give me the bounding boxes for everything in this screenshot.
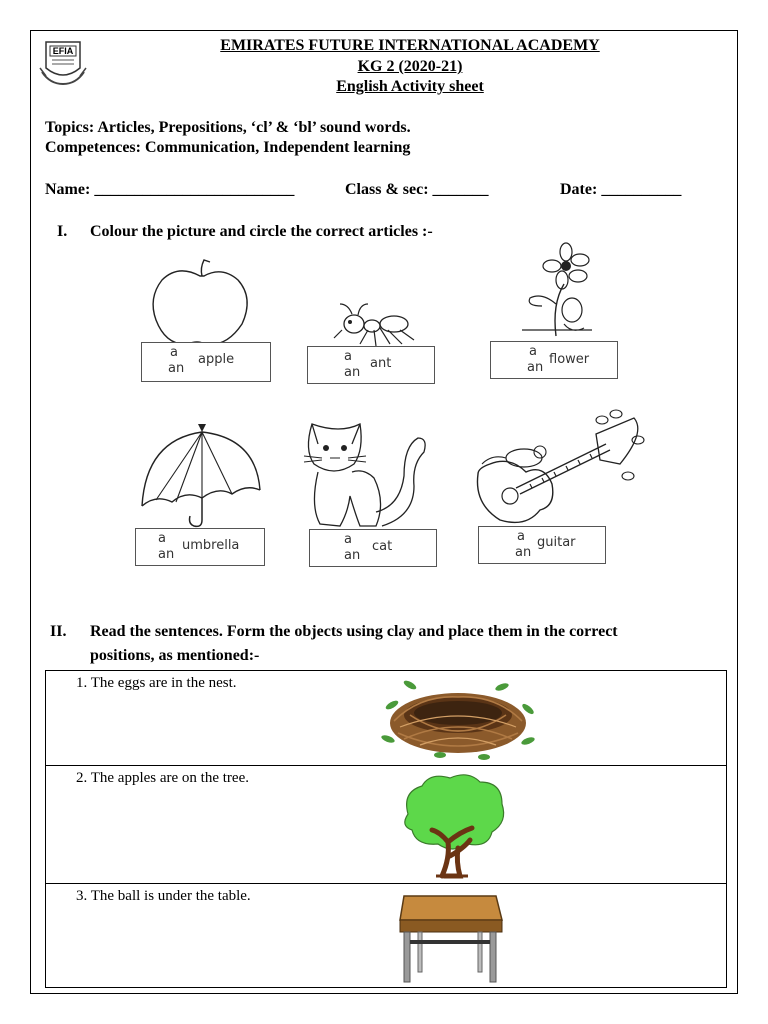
article-box-ant	[307, 346, 435, 384]
logo-text: EFIA	[52, 46, 74, 56]
guitar-icon	[470, 404, 650, 528]
nest-icon	[380, 675, 536, 763]
competences-line: Competences: Communication, Independent learning	[45, 139, 411, 156]
table-row	[46, 884, 726, 987]
table-icon	[398, 892, 502, 984]
item-word: umbrella	[182, 538, 240, 553]
article-box-guitar	[478, 526, 606, 564]
class-section-field: Class & sec: _______	[345, 181, 489, 198]
section2-title-line2: positions, as mentioned:-	[90, 647, 260, 664]
school-name: EMIRATES FUTURE INTERNATIONAL ACADEMY	[220, 37, 600, 54]
sheet-title: English Activity sheet	[336, 78, 484, 95]
section2-number: II.	[50, 623, 67, 640]
item-word: ant	[370, 356, 392, 371]
option-a[interactable]: a	[344, 349, 352, 364]
sentence-table	[45, 670, 727, 988]
option-an[interactable]: an	[158, 547, 175, 562]
option-a[interactable]: a	[344, 532, 352, 547]
option-an[interactable]: an	[515, 545, 532, 560]
article-box-flower	[490, 341, 618, 379]
item-word: cat	[372, 539, 393, 554]
article-box-apple	[141, 342, 271, 382]
option-an[interactable]: an	[344, 365, 361, 380]
sentence-text: 3. The ball is under the table.	[76, 888, 251, 904]
option-an[interactable]: an	[168, 361, 185, 376]
date-field: Date: __________	[560, 181, 682, 198]
option-a[interactable]: a	[158, 531, 166, 546]
table-row	[46, 766, 726, 884]
article-box-cat	[309, 529, 437, 567]
tree-icon	[398, 772, 506, 878]
sentence-text: 1. The eggs are in the nest.	[76, 675, 237, 691]
option-a[interactable]: a	[529, 344, 537, 359]
item-word: guitar	[537, 535, 576, 550]
grade-title: KG 2 (2020-21)	[357, 58, 463, 75]
cat-icon	[300, 416, 430, 532]
item-word: apple	[198, 352, 235, 367]
umbrella-icon	[136, 420, 266, 530]
option-a[interactable]: a	[170, 345, 178, 360]
item-word: flower	[549, 352, 590, 367]
option-an[interactable]: an	[344, 548, 361, 563]
apple-icon	[148, 258, 258, 350]
option-an[interactable]: an	[527, 360, 544, 375]
sentence-text: 2. The apples are on the tree.	[76, 770, 249, 786]
section1-title: Colour the picture and circle the correct articles :-	[90, 223, 433, 240]
article-box-umbrella	[135, 528, 265, 566]
flower-icon	[512, 244, 602, 344]
name-field: Name: _________________________	[45, 181, 295, 198]
topics-line: Topics: Articles, Prepositions, ‘cl’ & ‘bl’ sound words.	[45, 119, 411, 136]
section2-title-line1: Read the sentences. Form the objects using clay and place them in the correct	[90, 623, 618, 640]
table-row	[46, 671, 726, 766]
section1-number: I.	[57, 223, 68, 240]
option-a[interactable]: a	[517, 529, 525, 544]
ant-icon	[330, 300, 420, 348]
school-logo	[38, 38, 88, 88]
